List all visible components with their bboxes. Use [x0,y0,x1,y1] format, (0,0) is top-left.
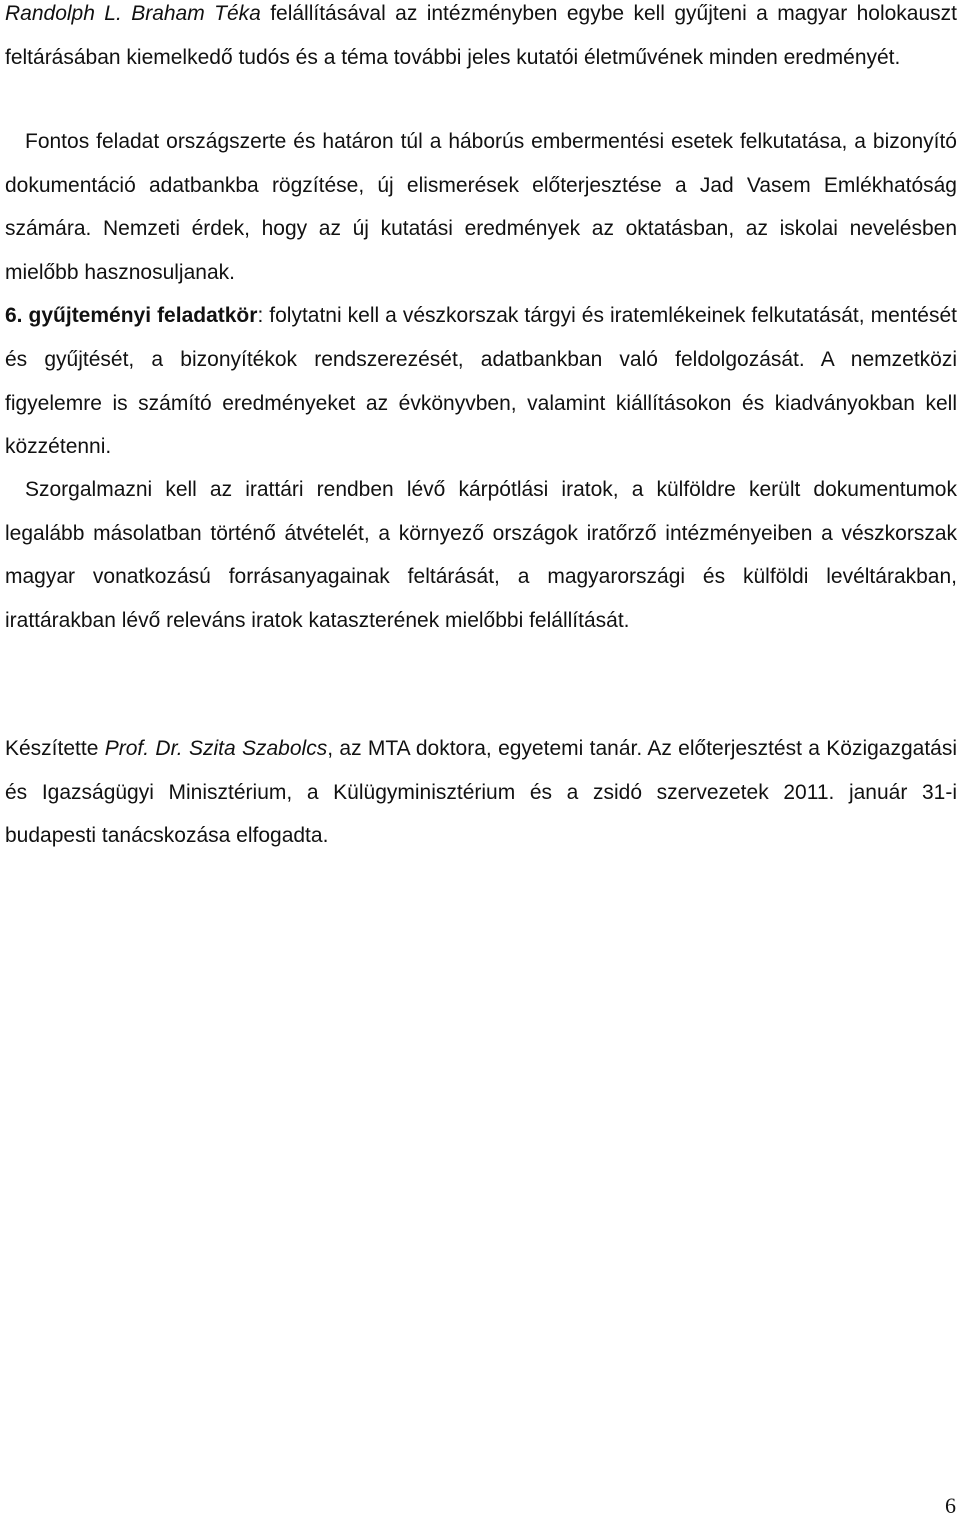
paragraph-2-text: Fontos feladat országszerte és határon túl a háborús embermentési esetek felkutatása, a bizonyító dokumentáció adatbankba rögzítése, új elismerések előterjesztése a Jad Vasem Emlékhatóság számára. Nemzeti érdek, hogy az új kutatási eredmények az oktatásban, az iskolai nevelésben mielőbb hasznosuljanak. [5,130,957,284]
page-number: 6 [945,1493,956,1518]
paragraph-archives [5,468,957,642]
paragraph-research-tasks [5,120,957,469]
author-prefix: Készítette [5,737,105,760]
paragraph-3-text: Szorgalmazni kell az irattári rendben lévő kárpótlási iratok, a külföldre került dokumentumok legalább másolatban történő átvételét, a környező országok iratőrző intézményeiben a vészkorszak magyar vonatkozású forrásanyagainak feltárását, a magyarországi és külföldi levéltárakban, irattárakban lévő releváns iratok kataszterének mielőbbi felállítását. [5,478,957,632]
paragraph-braham-teka [5,0,957,79]
collection-task-heading: 6. gyűjteményi feladatkör [5,304,258,328]
collection-task-text: : folytatni kell a vészkorszak tárgyi és iratemlékeinek felkutatását, mentését és gyűjtését, a bizonyítékok rendszerezését, adatbankban való feldolgozását. A nemzetközi figyelemre is számító eredményeket az évkönyvben, valamint kiállításokon és kiadványokban kell közzétenni. [5,304,957,459]
paragraph-1-text: felállításával az intézményben egybe kell gyűjteni a magyar holokauszt feltárásában kiemelkedő tudós és a téma további jeles kutatói életművének minden eredményét. [5,2,957,69]
author-text: , az MTA doktora, egyetemi tanár. Az előterjesztést a Közigazgatási és Igazságügyi Minisztérium, a Külügyminisztérium és a zsidó szervezetek 2011. január 31-i budapesti tanácskozása elfogadta. [5,737,958,848]
paragraph-author [5,727,957,858]
braham-teka-name: Randolph L. Braham Téka [5,2,261,25]
author-name: Prof. Dr. Szita Szabolcs [104,737,328,760]
